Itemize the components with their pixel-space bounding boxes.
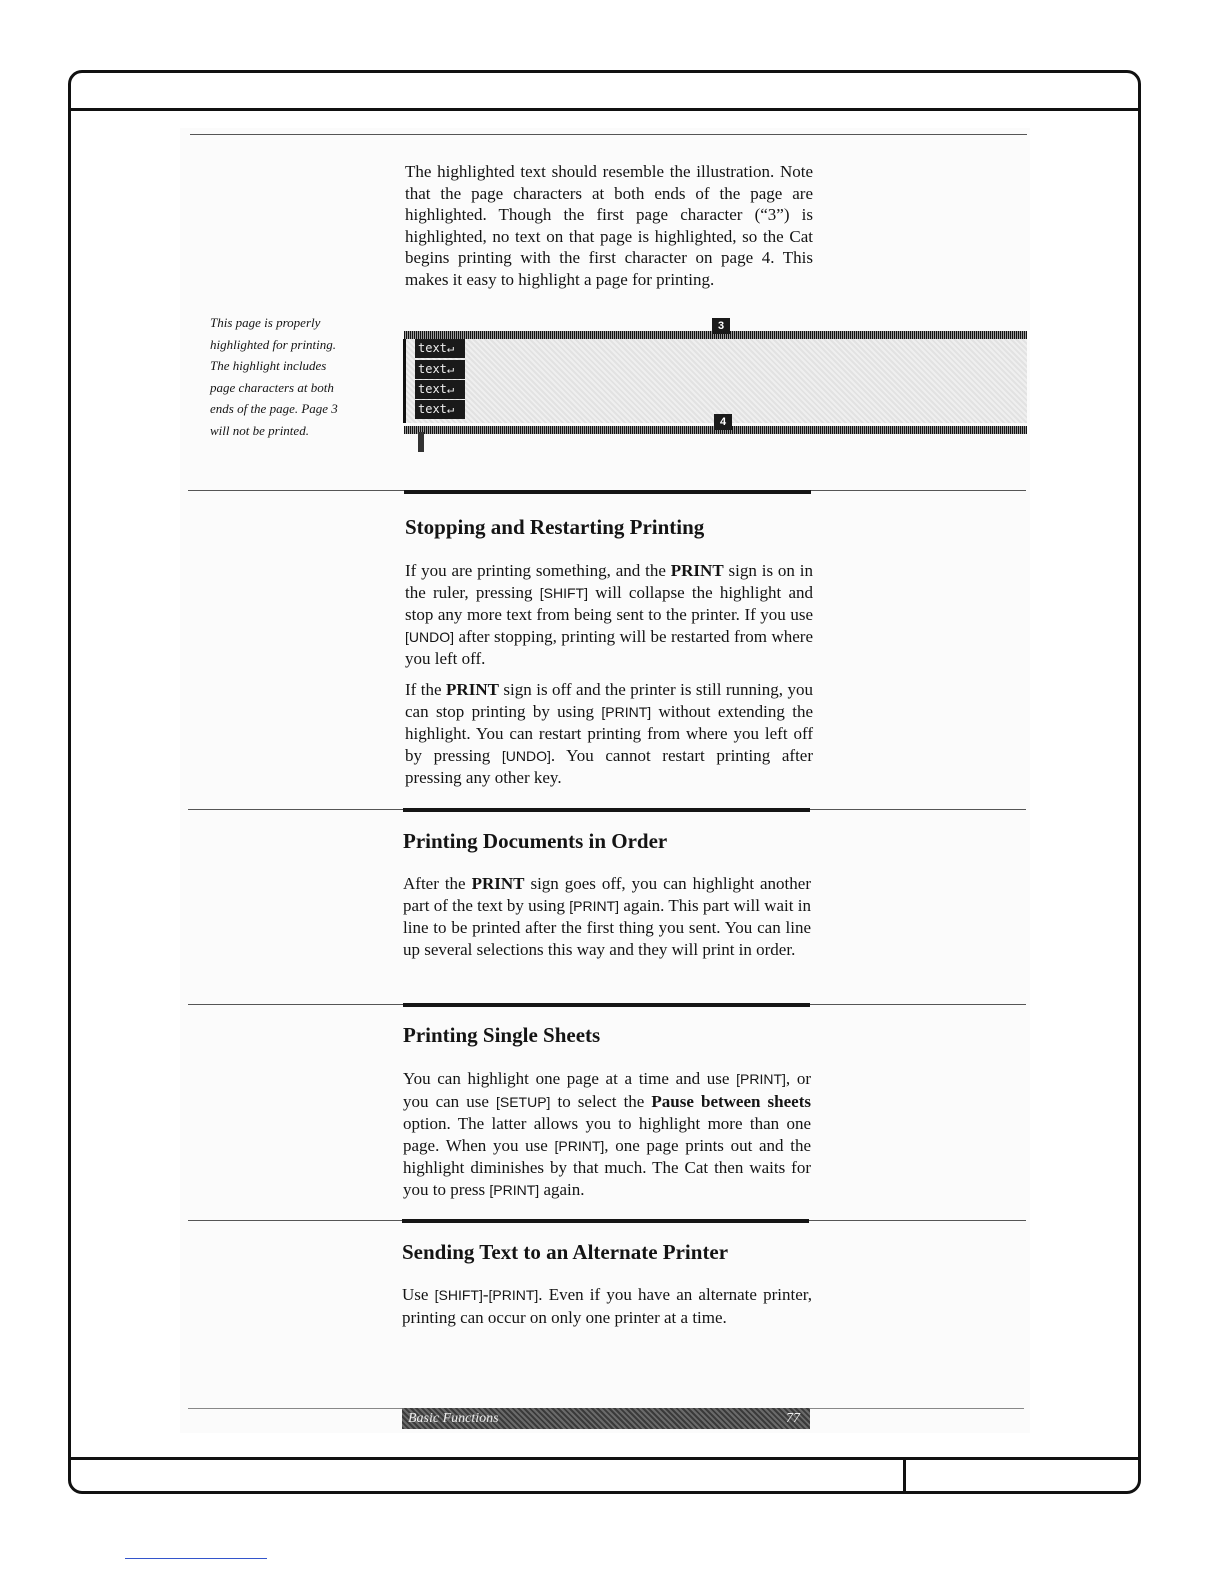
section-bar [403,1003,810,1007]
paragraph: If you are printing something, and the PRINT sign is on in the ruler, pressing [SHIFT] will collapse the highlight and stop any more text from being sent to the printer. If you use [UNDO] after stopping, printing will be restarted from where you left off. [405,561,813,668]
key-label: [UNDO] [501,747,551,764]
text-line: text↵ [415,380,465,399]
section-bar [403,808,810,812]
frame-header-divider [68,108,1141,111]
key-label: [SHIFT] [539,584,589,601]
paragraph: After the PRINT sign goes off, you can highlight another part of the text by using [PRINT] again. This part will wait in line to be printed after the first thing you sent. You can line up several selections this way and they will print in order. [403,874,811,959]
highlight-region [406,339,1027,423]
key-label: [SETUP] [495,1093,551,1110]
paragraph: Use [SHIFT]-[PRINT]. Even if you have an alternate printer, printing can occur on only one printer at a time. [402,1285,812,1327]
paragraph: If the PRINT sign is off and the printer is still running, you can stop printing by using [PRINT] without extending the highlight. You can restart printing from where you left off by pressing [UNDO]. You cannot restart printing after pressing any other key. [405,680,813,787]
intro-paragraph: The highlighted text should resemble the illustration. Note that the page characters at both ends of the page are highlighted. Though the first page character (“3”) is highlighted, no text on that page is highlighted, so the Cat begins printing with the first character on page 4. This makes it easy to highlight a page for printing. [405,162,813,289]
section-bar [402,1219,809,1223]
key-label: [PRINT] [736,1071,786,1087]
caption-line: highlighted for printing. [210,336,337,352]
text-line: text↵ [415,360,465,379]
text-line: text↵ [415,339,465,358]
footer-page-number: 77 [786,1411,800,1426]
frame-footer-divider [68,1457,1141,1460]
caption-line: ends of the page. Page 3 [210,401,338,416]
section-heading: Stopping and Restarting Printing [405,515,705,539]
illustration-caption [210,312,360,441]
section-bar [404,490,811,494]
caption-line: This page is properly [210,315,321,330]
page-marker-bottom: 4 [714,414,732,430]
key-label: [PRINT] [601,703,652,720]
caption-line: will not be printed. [210,422,309,438]
key-label: [PRINT] [489,1181,540,1198]
key-label: [PRINT] [488,1287,539,1303]
section-heading: Sending Text to an Alternate Printer [402,1240,729,1264]
caption-line: page characters at both [210,379,334,395]
footer-chapter: Basic Functions [408,1411,499,1426]
key-label: [PRINT] [554,1137,605,1154]
section-heading: Printing Single Sheets [403,1023,601,1047]
text-line: text↵ [415,400,465,419]
key-label: [UNDO] [405,628,454,645]
section-heading: Printing Documents in Order [403,829,668,853]
cursor-icon [418,432,424,452]
highlight-edge [403,339,406,423]
key-label: [SHIFT] [434,1287,483,1303]
frame-footer-split [903,1458,906,1494]
top-rule [190,134,1027,135]
bottom-underline [125,1558,267,1559]
paragraph: You can highlight one page at a time and use [PRINT], or you can use [SETUP] to select the Pause between sheets option. The latter allows you to highlight more than one page. When you use [PRINT], one page prints out and the highlight diminishes by that much. The Cat then waits for you to press [PRINT] again. [403,1069,811,1199]
key-label: [PRINT] [569,897,620,914]
page-footer [402,1408,810,1429]
caption-line: The highlight includes [210,358,327,373]
page-marker-top: 3 [712,318,730,334]
